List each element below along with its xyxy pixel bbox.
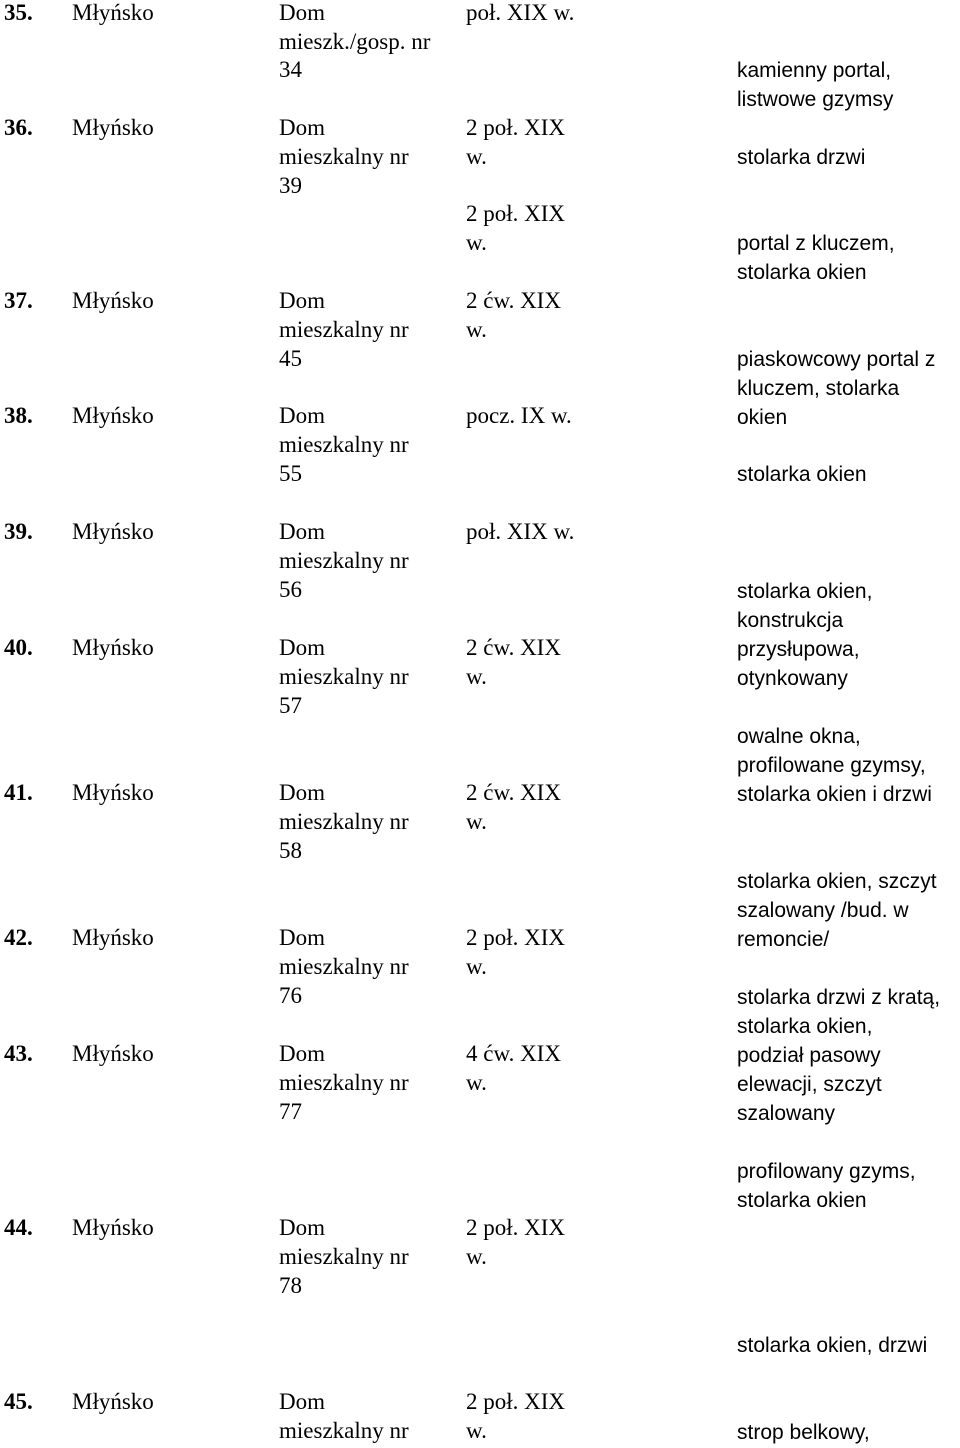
entry-note: stolarka okien, szczyt [737, 870, 937, 893]
entry-date: 2 ćw. XIX [466, 288, 561, 313]
entry-place: Młyńsko [72, 0, 154, 25]
entry-note: stolarka okien, drzwi [737, 1334, 928, 1357]
entry-object: Dom [279, 0, 325, 25]
entry-place: Młyńsko [72, 925, 154, 950]
entry-object: Dom [279, 115, 325, 140]
entry-place: Młyńsko [72, 288, 154, 313]
entry-number: 41. [4, 780, 33, 805]
entry-object: 55 [279, 461, 302, 486]
entry-object: 56 [279, 577, 302, 602]
entry-date: poł. XIX w. [466, 0, 575, 25]
entry-number: 42. [4, 925, 33, 950]
entry-object: Dom [279, 1041, 325, 1066]
entry-note: stolarka okien [737, 463, 867, 486]
entry-object: mieszkalny nr [279, 664, 409, 689]
entry-number: 39. [4, 519, 33, 544]
entry-place: Młyńsko [72, 1215, 154, 1240]
entry-object: 45 [279, 346, 302, 371]
entry-date: w. [466, 1418, 487, 1443]
entry-object: mieszkalny nr [279, 317, 409, 342]
entry-object: mieszkalny nr [279, 144, 409, 169]
entry-number: 36. [4, 115, 33, 140]
entry-date: w. [466, 1244, 487, 1269]
entry-note: kluczem, stolarka [737, 377, 900, 400]
entry-object: Dom [279, 1389, 325, 1414]
entry-date: 4 ćw. XIX [466, 1041, 561, 1066]
entry-object: Dom [279, 403, 325, 428]
entry-date: 2 poł. XIX [466, 1215, 566, 1240]
entry-note: elewacji, szczyt [737, 1073, 882, 1096]
entry-place: Młyńsko [72, 1389, 154, 1414]
entry-object: Dom [279, 1215, 325, 1240]
entry-note: kamienny portal, [737, 59, 892, 82]
entry-object: 34 [279, 57, 302, 82]
entry-number: 35. [4, 0, 33, 25]
entry-number: 43. [4, 1041, 33, 1066]
entry-date: w. [466, 144, 487, 169]
entry-object: Dom [279, 519, 325, 544]
entry-object: 39 [279, 173, 302, 198]
entry-note: piaskowcowy portal z [737, 348, 936, 371]
entry-note: konstrukcja [737, 609, 844, 632]
entry-note: listwowe gzymsy [737, 88, 894, 111]
entry-number: 45. [4, 1389, 33, 1414]
entry-place: Młyńsko [72, 1041, 154, 1066]
entry-place: Młyńsko [72, 780, 154, 805]
entry-object: mieszkalny nr [279, 432, 409, 457]
entry-object: mieszkalny nr [279, 809, 409, 834]
entry-note: profilowany gzyms, [737, 1160, 916, 1183]
entry-date: w. [466, 1070, 487, 1095]
entry-note: strop belkowy, [737, 1421, 870, 1444]
entry-date: 2 ćw. XIX [466, 780, 561, 805]
entry-date: 2 ćw. XIX [466, 635, 561, 660]
entry-note: stolarka drzwi [737, 146, 866, 169]
entry-number: 37. [4, 288, 33, 313]
entry-object: Dom [279, 925, 325, 950]
entry-note: stolarka drzwi z kratą, [737, 986, 941, 1009]
entry-number: 44. [4, 1215, 33, 1240]
entry-note: portal z kluczem, [737, 232, 895, 255]
entry-date: 2 poł. XIX [466, 1389, 566, 1414]
entry-number: 38. [4, 403, 33, 428]
entry-object: 78 [279, 1273, 302, 1298]
entry-place: Młyńsko [72, 115, 154, 140]
entry-date: pocz. IX w. [466, 403, 572, 428]
entry-number: 40. [4, 635, 33, 660]
entry-note: stolarka okien, [737, 1015, 873, 1038]
entry-note: remoncie/ [737, 928, 830, 951]
entry-note: podział pasowy [737, 1044, 881, 1067]
entry-object: mieszkalny nr [279, 548, 409, 573]
entry-date: w. [466, 317, 487, 342]
entry-object: mieszkalny nr [279, 1418, 409, 1443]
entry-date: poł. XIX w. [466, 519, 575, 544]
entry-date: w. [466, 664, 487, 689]
entry-note: szalowany /bud. w [737, 899, 909, 922]
entry-date: 2 poł. XIX [466, 201, 566, 226]
entry-object: 58 [279, 838, 302, 863]
entry-date: w. [466, 809, 487, 834]
entry-note: okien [737, 406, 788, 429]
entry-object: mieszk./gosp. nr [279, 29, 431, 54]
entry-place: Młyńsko [72, 403, 154, 428]
entry-note: owalne okna, [737, 725, 861, 748]
entry-object: 77 [279, 1099, 302, 1124]
entry-date: 2 poł. XIX [466, 925, 566, 950]
entry-note: profilowane gzymsy, [737, 754, 926, 777]
entry-place: Młyńsko [72, 635, 154, 660]
entry-object: mieszkalny nr [279, 954, 409, 979]
entry-note: stolarka okien [737, 1189, 867, 1212]
entry-object: 76 [279, 983, 302, 1008]
entry-note: przysłupowa, [737, 638, 860, 661]
entry-object: Dom [279, 288, 325, 313]
entry-place: Młyńsko [72, 519, 154, 544]
entry-note: stolarka okien i drzwi [737, 783, 932, 806]
entry-date: w. [466, 954, 487, 979]
entry-object: 57 [279, 693, 302, 718]
entry-object: mieszkalny nr [279, 1244, 409, 1269]
entry-date: 2 poł. XIX [466, 115, 566, 140]
entry-date: w. [466, 230, 487, 255]
entry-note: szalowany [737, 1102, 836, 1125]
entry-object: mieszkalny nr [279, 1070, 409, 1095]
entry-note: stolarka okien, [737, 580, 873, 603]
entry-note: otynkowany [737, 667, 848, 690]
entry-note: stolarka okien [737, 261, 867, 284]
entry-object: Dom [279, 780, 325, 805]
entry-object: Dom [279, 635, 325, 660]
